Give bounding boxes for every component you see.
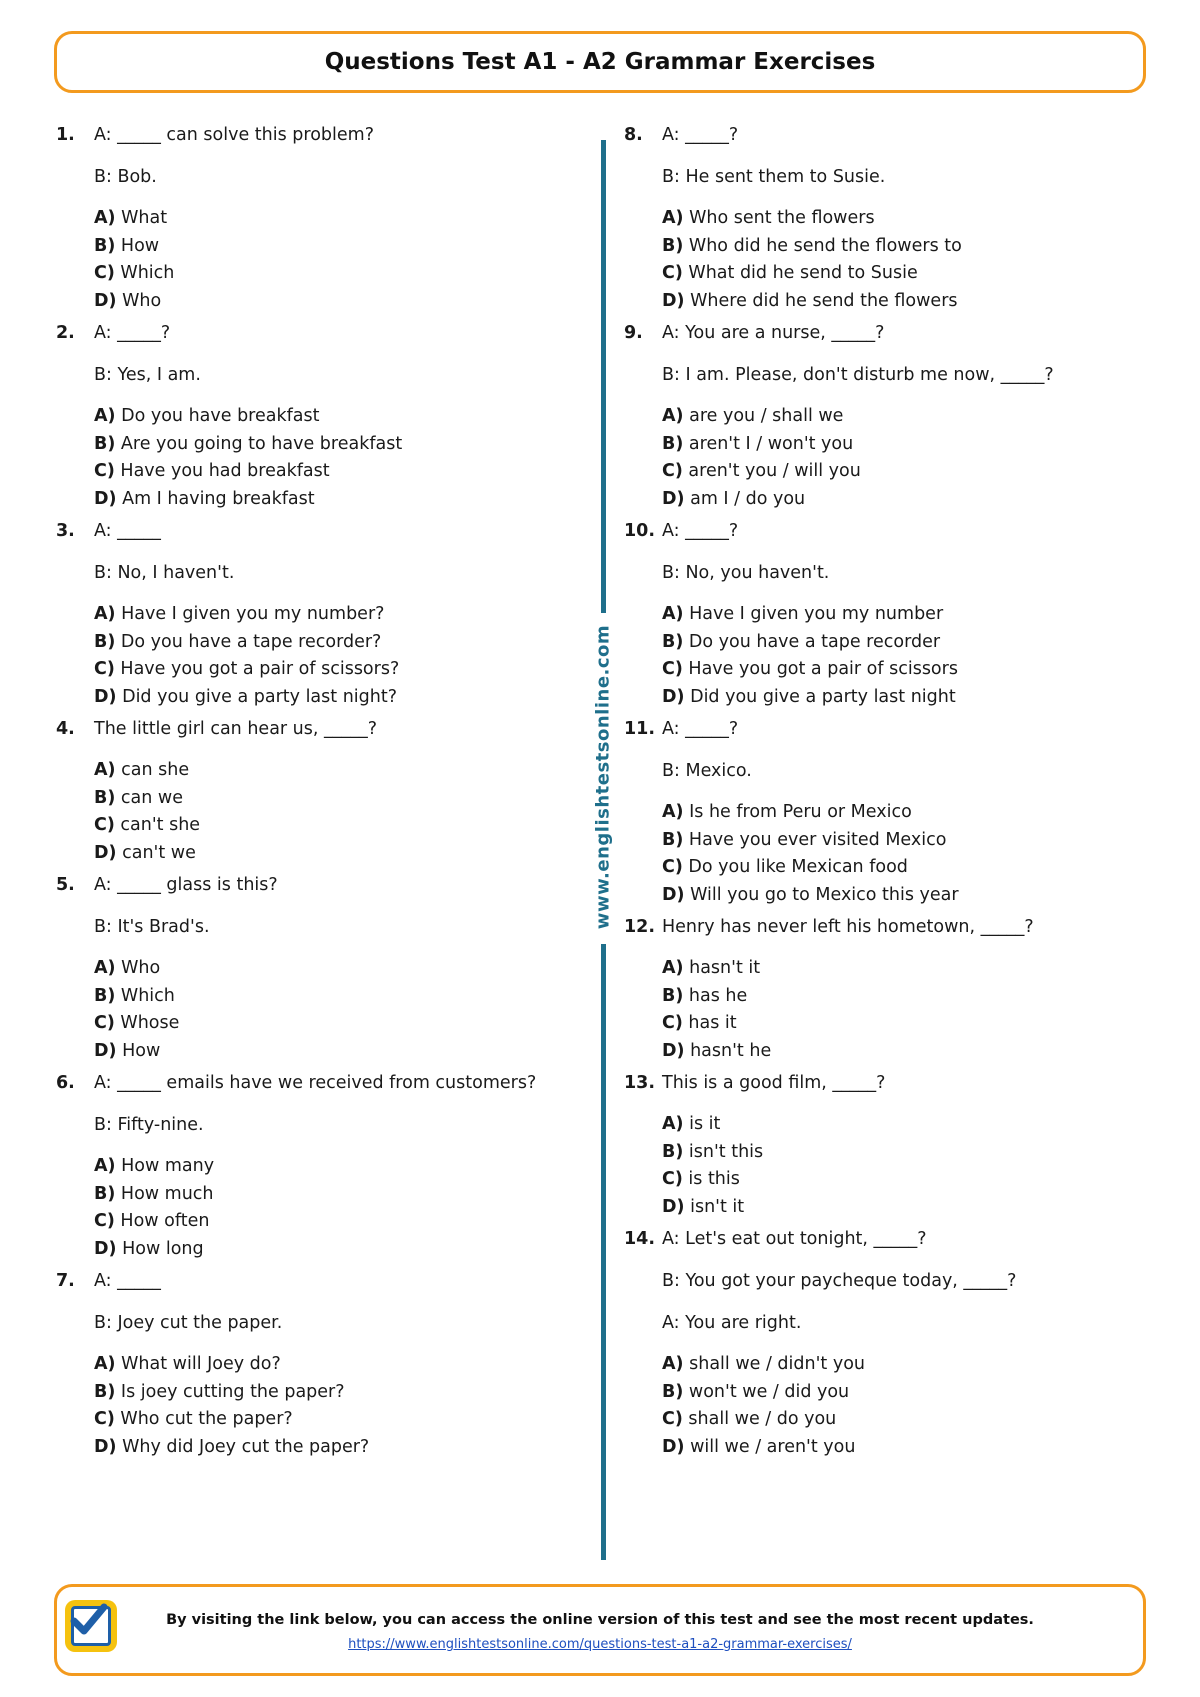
answer-option[interactable] — [662, 205, 1144, 233]
question-number: 5. — [56, 875, 75, 895]
option-text: hasn't he — [684, 1040, 772, 1061]
option-text: isn't it — [684, 1196, 745, 1217]
option-text: has it — [682, 1013, 737, 1033]
question-response: A: You are right. — [662, 1313, 802, 1333]
option-text: aren't you / will you — [682, 461, 861, 481]
option-letter: C) — [662, 1013, 683, 1033]
answer-option[interactable] — [94, 1406, 576, 1434]
answer-option[interactable] — [94, 656, 576, 684]
option-text: Am I having breakfast — [116, 488, 315, 509]
option-text: Have you got a pair of scissors? — [114, 659, 400, 679]
question-item — [56, 715, 576, 867]
column-divider-top — [601, 140, 606, 613]
option-letter: D) — [662, 686, 685, 707]
option-letter: C) — [94, 1409, 115, 1429]
option-letter: B) — [662, 631, 684, 652]
option-letter: A) — [662, 802, 684, 822]
option-letter: A) — [662, 208, 684, 228]
online-version-link[interactable]: https://www.englishtestsonline.com/questions-test-a1-a2-grammar-exercises/ — [348, 1637, 852, 1652]
question-item — [56, 517, 576, 711]
answer-option[interactable] — [94, 403, 576, 431]
question-text — [624, 1069, 1144, 1097]
answer-option[interactable] — [94, 205, 576, 233]
option-letter: A) — [662, 604, 684, 624]
answer-option[interactable] — [94, 1208, 576, 1236]
answer-option[interactable] — [662, 1139, 1144, 1167]
option-text: Who did he send the flowers to — [683, 235, 962, 256]
left-column — [56, 121, 576, 1465]
answer-option[interactable] — [662, 1038, 1144, 1066]
answer-option[interactable] — [94, 757, 576, 785]
option-letter: C) — [662, 659, 683, 679]
option-letter: D) — [94, 842, 117, 863]
option-text: aren't I / won't you — [683, 433, 854, 454]
footer-notice: By visiting the link below, you can access the online version of this test and see the most recent updates. — [166, 1612, 1034, 1628]
option-text: Have you got a pair of scissors — [682, 659, 958, 679]
option-text: is it — [683, 1114, 721, 1134]
question-prompt: A: Let's eat out tonight, _____? — [662, 1229, 927, 1249]
question-item — [56, 1069, 576, 1263]
answer-option[interactable] — [94, 233, 576, 261]
answer-options — [624, 205, 1144, 315]
option-letter: C) — [662, 263, 683, 283]
option-letter: B) — [94, 433, 116, 454]
answer-option[interactable] — [94, 1351, 576, 1379]
option-text: Where did he send the flowers — [684, 290, 958, 311]
option-text: Will you go to Mexico this year — [684, 884, 959, 905]
answer-option[interactable] — [662, 288, 1144, 316]
option-letter: D) — [662, 290, 685, 311]
question-prompt: A: _____ emails have we received from customers? — [94, 1073, 537, 1093]
option-text: isn't this — [683, 1141, 764, 1162]
question-number: 1. — [56, 125, 75, 145]
option-letter: A) — [94, 1354, 116, 1374]
option-text: Have I given you my number? — [115, 604, 385, 624]
option-text: Do you have breakfast — [115, 406, 320, 426]
answer-options — [624, 799, 1144, 909]
answer-options — [624, 1351, 1144, 1461]
option-letter: B) — [94, 1183, 116, 1204]
answer-option[interactable] — [662, 629, 1144, 657]
option-letter: C) — [662, 857, 683, 877]
answer-option[interactable] — [94, 1236, 576, 1264]
vertical-watermark: www.englishtestsonline.com — [592, 624, 614, 930]
option-letter: C) — [94, 1013, 115, 1033]
answer-option[interactable] — [662, 1406, 1144, 1434]
answer-option[interactable] — [662, 1166, 1144, 1194]
answer-option[interactable] — [662, 1010, 1144, 1038]
answer-option[interactable] — [662, 799, 1144, 827]
answer-option[interactable] — [94, 955, 576, 983]
question-response: B: No, I haven't. — [94, 563, 235, 583]
answer-options — [624, 955, 1144, 1065]
answer-options — [624, 403, 1144, 513]
option-letter: B) — [94, 1381, 116, 1402]
answer-option[interactable] — [662, 458, 1144, 486]
answer-options — [56, 757, 576, 867]
question-response: B: Mexico. — [662, 761, 752, 781]
option-text: am I / do you — [684, 488, 806, 509]
question-prompt: A: _____? — [662, 521, 739, 541]
question-item — [56, 319, 576, 513]
option-text: How many — [115, 1156, 215, 1176]
option-text: Did you give a party last night? — [116, 686, 398, 707]
answer-option[interactable] — [94, 983, 576, 1011]
question-prompt: A: _____ can solve this problem? — [94, 125, 374, 145]
option-text: is this — [682, 1169, 740, 1189]
option-letter: B) — [662, 985, 684, 1006]
answer-option[interactable] — [94, 1038, 576, 1066]
question-number: 13. — [624, 1073, 656, 1093]
answer-option[interactable] — [94, 684, 576, 712]
question-prompt: A: _____? — [94, 323, 171, 343]
question-prompt: A: _____ — [94, 1271, 161, 1291]
answer-option[interactable] — [94, 601, 576, 629]
answer-option[interactable] — [662, 233, 1144, 261]
option-text: Are you going to have breakfast — [115, 433, 403, 454]
answer-options — [56, 955, 576, 1065]
question-item — [56, 121, 576, 315]
question-text — [624, 715, 1144, 743]
option-text: Who cut the paper? — [114, 1409, 293, 1429]
option-letter: D) — [94, 686, 117, 707]
option-text: hasn't it — [683, 958, 761, 978]
option-letter: D) — [94, 1436, 117, 1457]
question-response: B: Bob. — [94, 167, 157, 187]
answer-option[interactable] — [94, 1010, 576, 1038]
answer-option[interactable] — [662, 486, 1144, 514]
option-letter: A) — [662, 1114, 684, 1134]
option-text: Why did Joey cut the paper? — [116, 1436, 370, 1457]
option-letter: A) — [662, 406, 684, 426]
question-text — [624, 913, 1144, 941]
answer-option[interactable] — [94, 458, 576, 486]
answer-option[interactable] — [662, 983, 1144, 1011]
option-text: Have you ever visited Mexico — [683, 829, 947, 850]
answer-options — [56, 601, 576, 711]
option-text: shall we / do you — [682, 1409, 837, 1429]
option-text: How long — [116, 1238, 204, 1259]
answer-options — [56, 1351, 576, 1461]
question-text — [56, 121, 576, 149]
question-item — [624, 517, 1144, 711]
answer-option[interactable] — [662, 955, 1144, 983]
question-prompt: This is a good film, _____? — [662, 1073, 886, 1093]
answer-option[interactable] — [94, 629, 576, 657]
option-letter: C) — [662, 461, 683, 481]
answer-options — [56, 1153, 576, 1263]
option-text: Is he from Peru or Mexico — [683, 802, 912, 822]
question-prompt: A: _____ — [94, 521, 161, 541]
answer-options — [624, 601, 1144, 711]
question-item — [624, 1225, 1144, 1461]
option-letter: D) — [662, 1436, 685, 1457]
question-item — [56, 1267, 576, 1461]
question-text — [56, 319, 576, 347]
option-letter: D) — [662, 1196, 685, 1217]
question-text — [56, 715, 576, 743]
answer-option[interactable] — [94, 812, 576, 840]
question-text — [624, 319, 1144, 347]
option-text: How — [116, 1040, 161, 1061]
question-text — [56, 1267, 576, 1295]
option-letter: C) — [94, 815, 115, 835]
footer-box — [54, 1584, 1146, 1676]
option-text: Who — [116, 290, 162, 311]
question-number: 10. — [624, 521, 656, 541]
option-text: can't we — [116, 842, 196, 863]
option-text: shall we / didn't you — [683, 1354, 865, 1374]
option-letter: A) — [662, 958, 684, 978]
question-item — [624, 913, 1144, 1065]
option-text: How often — [114, 1211, 210, 1231]
answer-options — [56, 205, 576, 315]
option-text: Whose — [114, 1013, 180, 1033]
question-number: 14. — [624, 1229, 656, 1249]
option-letter: C) — [662, 1169, 683, 1189]
option-letter: A) — [94, 208, 116, 228]
option-text: Which — [114, 263, 175, 283]
question-number: 6. — [56, 1073, 75, 1093]
option-text: are you / shall we — [683, 406, 844, 426]
option-text: What did he send to Susie — [682, 263, 918, 283]
option-letter: C) — [662, 1409, 683, 1429]
option-letter: C) — [94, 659, 115, 679]
question-response: B: He sent them to Susie. — [662, 167, 886, 187]
option-letter: A) — [94, 760, 116, 780]
question-response: B: I am. Please, don't disturb me now, _____? — [662, 365, 1054, 385]
option-letter: A) — [94, 958, 116, 978]
option-text: Who — [115, 958, 161, 978]
answer-option[interactable] — [662, 882, 1144, 910]
answer-option[interactable] — [662, 260, 1144, 288]
option-letter: D) — [94, 488, 117, 509]
question-response: B: It's Brad's. — [94, 917, 210, 937]
option-letter: B) — [94, 985, 116, 1006]
option-text: Do you have a tape recorder — [683, 631, 941, 652]
option-text: has he — [683, 985, 748, 1006]
option-letter: B) — [662, 235, 684, 256]
answer-option[interactable] — [662, 431, 1144, 459]
option-letter: D) — [662, 488, 685, 509]
answer-option[interactable] — [662, 1351, 1144, 1379]
option-letter: A) — [94, 604, 116, 624]
option-text: Who sent the flowers — [683, 208, 875, 228]
right-column — [624, 121, 1144, 1465]
question-prompt: A: _____? — [662, 719, 739, 739]
option-text: can't she — [114, 815, 201, 835]
question-text — [624, 1225, 1144, 1253]
option-letter: B) — [662, 1381, 684, 1402]
answer-option[interactable] — [662, 1379, 1144, 1407]
question-number: 8. — [624, 125, 643, 145]
option-letter: D) — [94, 1238, 117, 1259]
question-prompt: A: _____ glass is this? — [94, 875, 278, 895]
question-number: 11. — [624, 719, 656, 739]
option-letter: B) — [662, 1141, 684, 1162]
column-divider-bottom — [601, 944, 606, 1560]
answer-option[interactable] — [662, 656, 1144, 684]
answer-option[interactable] — [94, 1379, 576, 1407]
question-prompt: Henry has never left his hometown, _____? — [662, 917, 1034, 937]
answer-option[interactable] — [94, 785, 576, 813]
option-letter: D) — [94, 1040, 117, 1061]
question-text — [624, 121, 1144, 149]
question-item — [624, 1069, 1144, 1221]
option-letter: B) — [662, 829, 684, 850]
answer-option[interactable] — [94, 260, 576, 288]
title-box — [54, 31, 1146, 93]
question-prompt: A: _____? — [662, 125, 739, 145]
option-letter: A) — [94, 1156, 116, 1176]
option-letter: C) — [94, 263, 115, 283]
question-number: 2. — [56, 323, 75, 343]
question-item — [56, 871, 576, 1065]
option-letter: B) — [94, 631, 116, 652]
option-text: won't we / did you — [683, 1381, 850, 1402]
answer-option[interactable] — [94, 486, 576, 514]
question-number: 12. — [624, 917, 656, 937]
option-text: Is joey cutting the paper? — [115, 1381, 345, 1402]
answer-option[interactable] — [94, 431, 576, 459]
option-text: Did you give a party last night — [684, 686, 956, 707]
option-letter: C) — [94, 461, 115, 481]
question-text — [56, 517, 576, 545]
option-text: How — [115, 235, 160, 256]
question-prompt: A: You are a nurse, _____? — [662, 323, 885, 343]
answer-option[interactable] — [662, 1194, 1144, 1222]
option-text: What will Joey do? — [115, 1354, 281, 1374]
option-letter: C) — [94, 1211, 115, 1231]
question-item — [624, 715, 1144, 909]
option-text: How much — [115, 1183, 214, 1204]
question-response: B: No, you haven't. — [662, 563, 830, 583]
answer-option[interactable] — [94, 840, 576, 868]
answer-option[interactable] — [662, 684, 1144, 712]
question-response: B: Fifty-nine. — [94, 1115, 204, 1135]
question-prompt: The little girl can hear us, _____? — [94, 719, 378, 739]
question-number: 7. — [56, 1271, 75, 1291]
option-text: What — [115, 208, 168, 228]
question-response: B: Yes, I am. — [94, 365, 201, 385]
option-text: Have you had breakfast — [114, 461, 330, 481]
answer-option[interactable] — [662, 1111, 1144, 1139]
answer-option[interactable] — [662, 601, 1144, 629]
option-letter: B) — [94, 787, 116, 808]
answer-options — [56, 403, 576, 513]
question-response: B: You got your paycheque today, _____? — [662, 1271, 1017, 1291]
answer-option[interactable] — [94, 1181, 576, 1209]
answer-option[interactable] — [662, 403, 1144, 431]
option-letter: B) — [662, 433, 684, 454]
question-number: 3. — [56, 521, 75, 541]
question-item — [624, 319, 1144, 513]
question-text — [624, 517, 1144, 545]
question-item — [624, 121, 1144, 315]
question-text — [56, 1069, 576, 1097]
answer-options — [624, 1111, 1144, 1221]
option-letter: D) — [662, 1040, 685, 1061]
question-response: B: Joey cut the paper. — [94, 1313, 283, 1333]
answer-option[interactable] — [662, 1434, 1144, 1462]
option-text: can she — [115, 760, 190, 780]
option-letter: D) — [662, 884, 685, 905]
answer-option[interactable] — [94, 288, 576, 316]
answer-option[interactable] — [94, 1153, 576, 1181]
option-text: Which — [115, 985, 175, 1006]
option-text: can we — [115, 787, 183, 808]
option-letter: A) — [94, 406, 116, 426]
question-number: 9. — [624, 323, 643, 343]
question-number: 4. — [56, 719, 75, 739]
option-letter: B) — [94, 235, 116, 256]
answer-option[interactable] — [662, 854, 1144, 882]
answer-option[interactable] — [94, 1434, 576, 1462]
option-text: Have I given you my number — [683, 604, 944, 624]
option-letter: A) — [662, 1354, 684, 1374]
page-title: Questions Test A1 - A2 Grammar Exercises — [324, 49, 876, 75]
option-text: Do you like Mexican food — [682, 857, 908, 877]
option-letter: D) — [94, 290, 117, 311]
question-text — [56, 871, 576, 899]
answer-option[interactable] — [662, 827, 1144, 855]
option-text: Do you have a tape recorder? — [115, 631, 382, 652]
option-text: will we / aren't you — [684, 1436, 856, 1457]
